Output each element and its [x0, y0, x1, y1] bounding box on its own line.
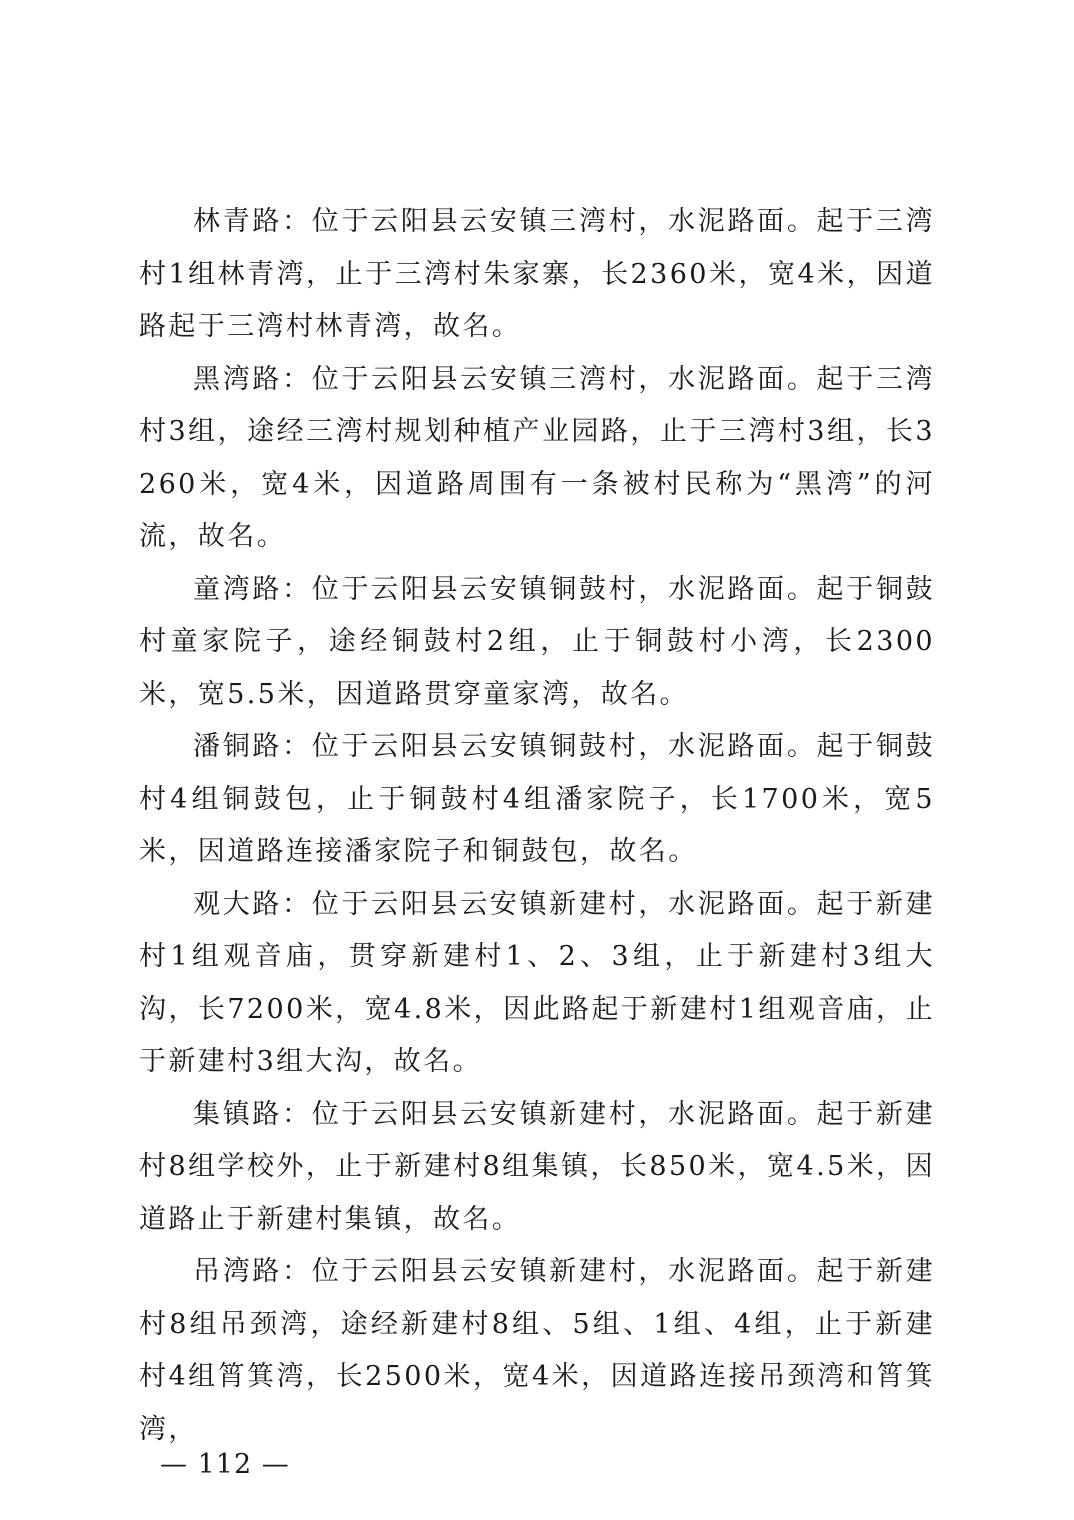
- document-body: [139, 196, 935, 1456]
- paragraph-guanda-road: 观大路：位于云阳县云安镇新建村，水泥路面。起于新建村1组观音庙，贯穿新建村1、2、3组，止于新建村3组大沟，长7200米，宽4.8米，因此路起于新建村1组观音庙，止于新建村3组大沟，故名。: [139, 888, 935, 1077]
- page-number: — 112 —: [160, 1449, 290, 1480]
- paragraph-jizhen-road: 集镇路：位于云阳县云安镇新建村，水泥路面。起于新建村8组学校外，止于新建村8组集镇，长850米，宽4.5米，因道路止于新建村集镇，故名。: [139, 1098, 935, 1235]
- paragraph-linqing-road: 林青路：位于云阳县云安镇三湾村，水泥路面。起于三湾村1组林青湾，止于三湾村朱家寨，长2360米，宽4米，因道路起于三湾村林青湾，故名。: [139, 206, 935, 342]
- paragraph-tongwan-road: 童湾路：位于云阳县云安镇铜鼓村，水泥路面。起于铜鼓村童家院子，途经铜鼓村2组，止于铜鼓村小湾，长2300米，宽5.5米，因道路贯穿童家湾，故名。: [139, 573, 935, 710]
- paragraph-heiwan-road: 黑湾路：位于云阳县云安镇三湾村，水泥路面。起于三湾村3组，途经三湾村规划种植产业园路，止于三湾村3组，长3260米，宽4米，因道路周围有一条被村民称为“黑湾”的河流，故名。: [139, 363, 935, 552]
- paragraph-pantong-road: 潘铜路：位于云阳县云安镇铜鼓村，水泥路面。起于铜鼓村4组铜鼓包，止于铜鼓村4组潘家院子，长1700米，宽5米，因道路连接潘家院子和铜鼓包，故名。: [139, 731, 935, 867]
- paragraph-diaowan-road: 吊湾路：位于云阳县云安镇新建村，水泥路面。起于新建村8组吊颈湾，途经新建村8组、5组、1组、4组，止于新建村4组筲箕湾，长2500米，宽4米，因道路连接吊颈湾和筲箕湾，: [139, 1256, 935, 1445]
